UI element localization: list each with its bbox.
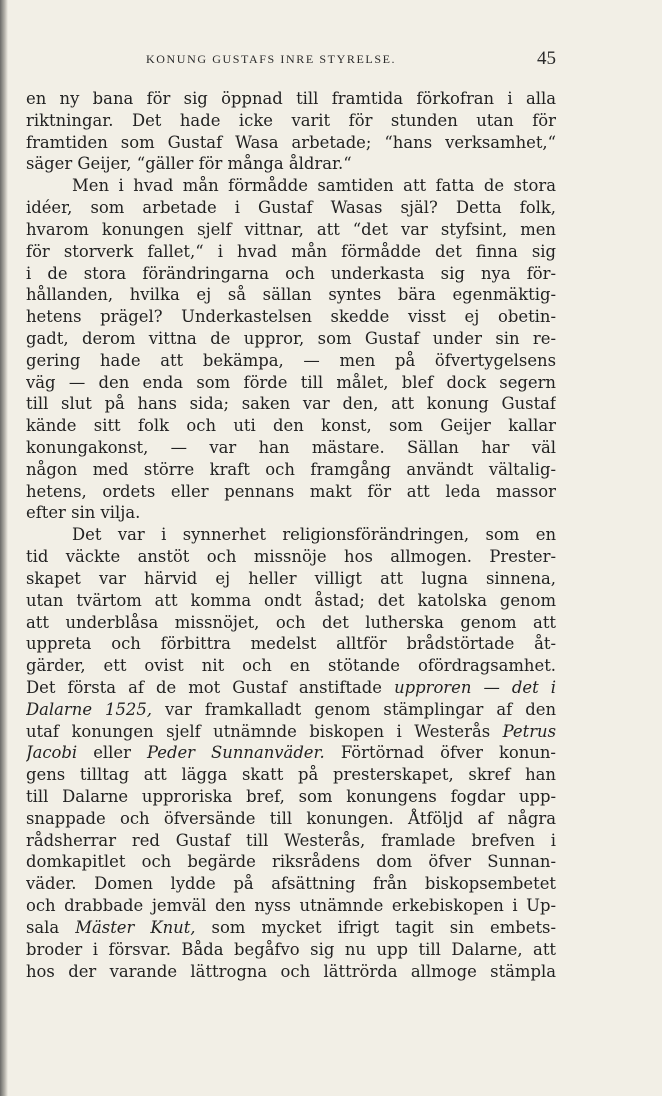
text-line: att underblåsa missnöjet, och det lutherska genom att — [26, 612, 556, 632]
italic-phrase: Dalarne 1525, — [26, 699, 152, 719]
text-line: rådsherrar red Gustaf till Westerås, framlade brefven i — [26, 830, 556, 850]
italic-name: Petrus — [502, 721, 556, 741]
text-line: hetens, ordets eller pennans makt för att leda massor — [26, 481, 556, 501]
text-line: hetens prägel? Underkastelsen skedde visst ej obetin- — [26, 307, 556, 327]
text-segment: sala — [26, 917, 60, 937]
text-segment: eller — [93, 743, 131, 763]
text-line: hvarom konungen sjelf vittnar, att “det var styfsint, men — [26, 219, 556, 239]
text-line: gärder, ett ovist nit och en stötande ofördragsamhet. — [26, 656, 556, 676]
text-line — [26, 721, 556, 743]
text-line: tid väckte anstöt och missnöje hos allmogen. Prester- — [26, 547, 556, 567]
text-line: till Dalarne upproriska bref, som konungens fogdar upp- — [26, 787, 556, 806]
text-segment: utaf konungen sjelf utnämnde biskopen i Westerås — [26, 721, 491, 741]
text-line: skapet var härvid ej heller villigt att lugna sinnena, — [26, 568, 556, 588]
italic-name: Peder Sunnanväder. — [146, 743, 325, 763]
text-line: domkapitlet och begärde riksrådens dom öfver Sunnan- — [26, 852, 556, 872]
text-line — [26, 677, 556, 699]
text-line: gering hade att bekämpa, — men på öfvertygelsens — [26, 350, 556, 370]
text-line: för storverk fallet,“ i hvad mån förmådde det finna sig — [26, 241, 556, 261]
text-line — [26, 917, 556, 939]
text-line: utan tvärtom att komma ondt åstad; det katolska genom — [26, 590, 556, 610]
text-line: en ny bana för sig öppnad till framtida förkofran i alla — [26, 89, 556, 108]
text-line: efter sin vilja. — [26, 503, 141, 523]
text-line: idéer, som arbetade i Gustaf Wasas själ? Detta folk, — [26, 198, 556, 218]
text-line: gadt, derom vittna de uppror, som Gustaf under sin re- — [26, 328, 556, 348]
italic-phrase: upproren — det i — [394, 677, 556, 697]
text-line: väder. Domen lydde på afsättning från biskopsembetet — [26, 874, 556, 894]
text-segment: var framkalladt genom stämplingar af den — [165, 699, 556, 719]
text-line: i de stora förändringarna och underkasta sig nya för- — [26, 263, 556, 283]
page-number: 45 — [537, 48, 556, 69]
text-line: och drabbade jemväl den nyss utnämnde erkebiskopen i Up- — [26, 896, 556, 916]
text-line: väg — den enda som förde till målet, blef dock segern — [26, 372, 556, 392]
text-line: hållanden, hvilka ej så sällan syntes bära egenmäktig- — [26, 285, 556, 305]
body-text — [26, 88, 556, 982]
text-line: konungakonst, — var han mästare. Sällan har väl — [26, 438, 556, 457]
text-segment: som mycket ifrigt tagit sin embets- — [211, 917, 556, 937]
text-line: kände sitt folk och uti den konst, som Geijer kallar — [26, 416, 556, 436]
text-line: säger Geijer, “gäller för många åldrar.“ — [26, 154, 352, 174]
text-line: riktningar. Det hade icke varit för stunden utan för — [26, 110, 556, 130]
text-line: någon med större kraft och framgång användt vältalig- — [26, 459, 556, 479]
running-head: KONUNG GUSTAFS INRE STYRELSE. — [146, 52, 397, 66]
text-line: broder i försvar. Båda begåfvo sig nu upp till Dalarne, att — [26, 939, 556, 959]
text-line: gens tilltag att lägga skatt på presterskapet, skref han — [26, 765, 556, 785]
italic-name: Mäster Knut, — [75, 917, 196, 937]
text-line: hos der varande lättrogna och lättrörda allmoge stämpla — [26, 961, 556, 981]
book-spine-shadow — [0, 0, 8, 1096]
page-header — [118, 48, 558, 72]
text-line — [26, 742, 556, 764]
text-segment: Det första af de mot Gustaf anstiftade — [26, 677, 382, 697]
italic-name: Jacobi — [26, 743, 78, 763]
text-line: framtiden som Gustaf Wasa arbetade; “hans verksamhet,“ — [26, 132, 556, 152]
text-line: till slut på hans sida; saken var den, att konung Gustaf — [26, 394, 556, 414]
text-segment: Förtörnad öfver konun- — [340, 743, 556, 763]
text-line: snappade och öfversände till konungen. Åtföljd af några — [26, 808, 556, 828]
text-line: uppreta och förbittra medelst alltför brådstörtade åt- — [26, 634, 556, 654]
text-line: Det var i synnerhet religionsförändringen, som en — [72, 525, 556, 545]
text-line — [26, 699, 556, 721]
text-line: Men i hvad mån förmådde samtiden att fatta de stora — [72, 176, 556, 196]
